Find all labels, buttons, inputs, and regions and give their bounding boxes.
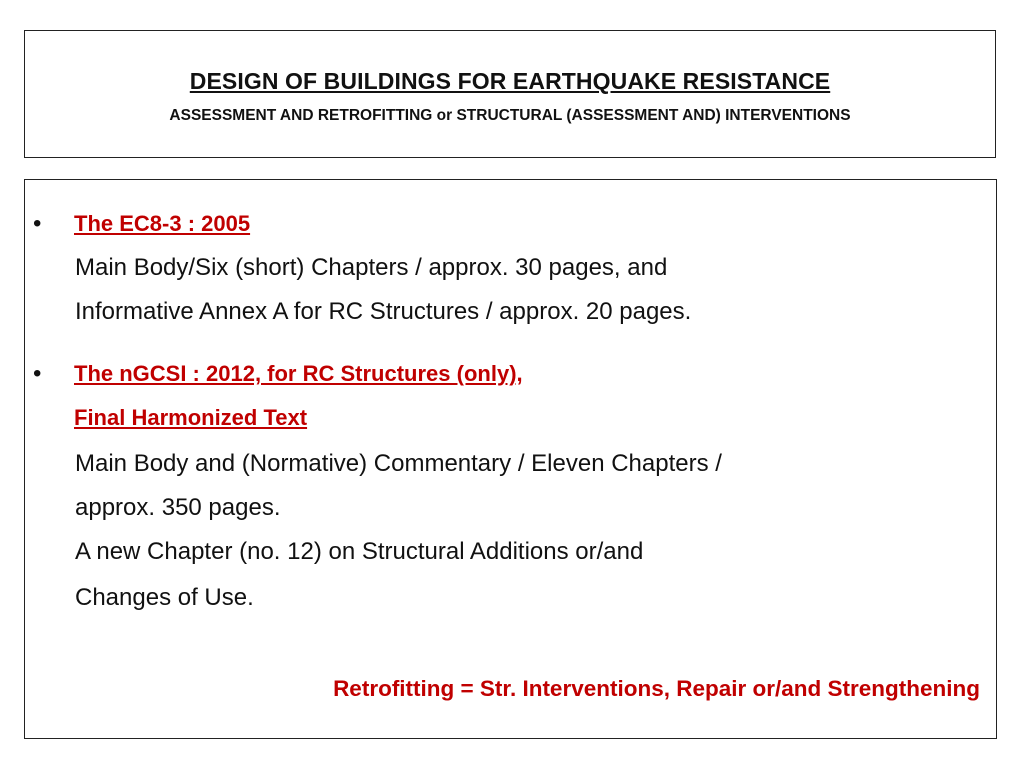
bullet-1-heading: The EC8-3 : 2005 <box>74 211 251 236</box>
bullet-dot: • <box>33 360 42 387</box>
footer-summary: Retrofitting = Str. Interventions, Repair or/and Strengthening <box>333 676 980 701</box>
slide-subtitle: ASSESSMENT AND RETROFITTING or STRUCTURAL (ASSESSMENT AND) INTERVENTIONS <box>169 107 851 124</box>
bullet-2-heading-line-2: Final Harmonized Text <box>74 405 308 430</box>
bullet-2-line-4: Changes of Use. <box>75 584 254 611</box>
content-box <box>24 179 997 739</box>
bullet-2-line-3: A new Chapter (no. 12) on Structural Additions or/and <box>75 538 644 565</box>
bullet-2-line-1: Main Body and (Normative) Commentary / Eleven Chapters / <box>75 450 722 477</box>
bullet-2-line-2: approx. 350 pages. <box>75 494 281 521</box>
bullet-2-heading-line-1: The nGCSI : 2012, for RC Structures (only), <box>74 361 523 386</box>
title-box <box>24 30 996 158</box>
bullet-1-line-2: Informative Annex A for RC Structures / approx. 20 pages. <box>75 298 692 325</box>
slide-title: DESIGN OF BUILDINGS FOR EARTHQUAKE RESISTANCE <box>189 68 831 94</box>
bullet-1-line-1: Main Body/Six (short) Chapters / approx. 30 pages, and <box>75 254 668 281</box>
bullet-dot: • <box>33 210 42 237</box>
